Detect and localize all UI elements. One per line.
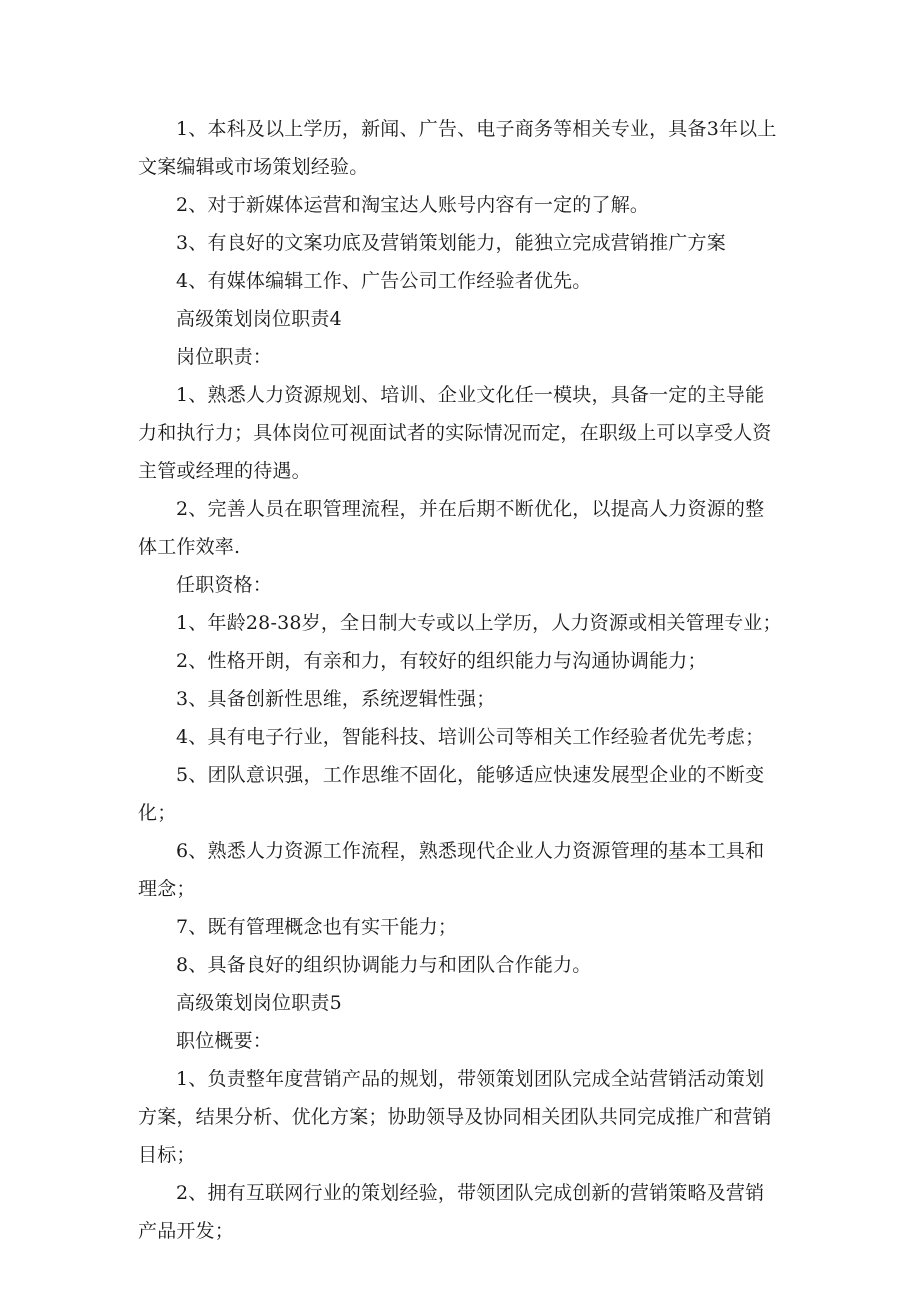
section-title-4: 高级策划岗位职责4 (176, 308, 342, 330)
paragraph-qual-8: 8、具备良好的组织协调能力与和团队合作能力。 (176, 954, 592, 976)
paragraph-qual-3: 3、具备创新性思维，系统逻辑性强； (176, 688, 496, 710)
paragraph-duty-2: 2、完善人员在职管理流程，并在后期不断优化，以提高人力资源的整体工作效率. (138, 498, 765, 558)
paragraph-qual-1: 1、年龄28-38岁，全日制大专或以上学历，人力资源或相关管理专业； (176, 612, 782, 634)
paragraph-summary-2: 2、拥有互联网行业的策划经验，带领团队完成创新的营销策略及营销产品开发； (138, 1182, 765, 1242)
paragraph-qual-7: 7、既有管理概念也有实干能力； (176, 916, 458, 938)
paragraph-req-4: 4、有媒体编辑工作、广告公司工作经验者优先。 (176, 270, 592, 292)
paragraph-qual-5: 5、团队意识强，工作思维不固化，能够适应快速发展型企业的不断变化； (138, 764, 765, 824)
paragraph-duty-1: 1、熟悉人力资源规划、培训、企业文化任一模块，具备一定的主导能力和执行力；具体岗位可视面试者的实际情况而定，在职级上可以享受人资主管或经理的待遇。 (138, 384, 772, 482)
document-body (138, 110, 782, 1250)
paragraph-qual-2: 2、性格开朗，有亲和力，有较好的组织能力与沟通协调能力； (176, 650, 707, 672)
section-title-5: 高级策划岗位职责5 (176, 992, 342, 1014)
paragraph-req-2: 2、对于新媒体运营和淘宝达人账号内容有一定的了解。 (176, 194, 650, 216)
paragraph-qual-6: 6、熟悉人力资源工作流程，熟悉现代企业人力资源管理的基本工具和理念； (138, 840, 765, 900)
subheading-duties: 岗位职责： (176, 346, 273, 368)
subheading-qualifications: 任职资格： (176, 574, 273, 596)
paragraph-summary-1: 1、负责整年度营销产品的规划，带领策划团队完成全站营销活动策划方案，结果分析、优化方案；协助领导及协同相关团队共同完成推广和营销目标； (138, 1068, 772, 1166)
paragraph-qual-4: 4、具有电子行业，智能科技、培训公司等相关工作经验者优先考虑； (176, 726, 765, 748)
subheading-summary: 职位概要： (176, 1030, 273, 1052)
paragraph-req-1: 1、本科及以上学历，新闻、广告、电子商务等相关专业，具备3年以上文案编辑或市场策划经验。 (138, 118, 777, 178)
paragraph-req-3: 3、有良好的文案功底及营销策划能力，能独立完成营销推广方案 (176, 232, 726, 254)
